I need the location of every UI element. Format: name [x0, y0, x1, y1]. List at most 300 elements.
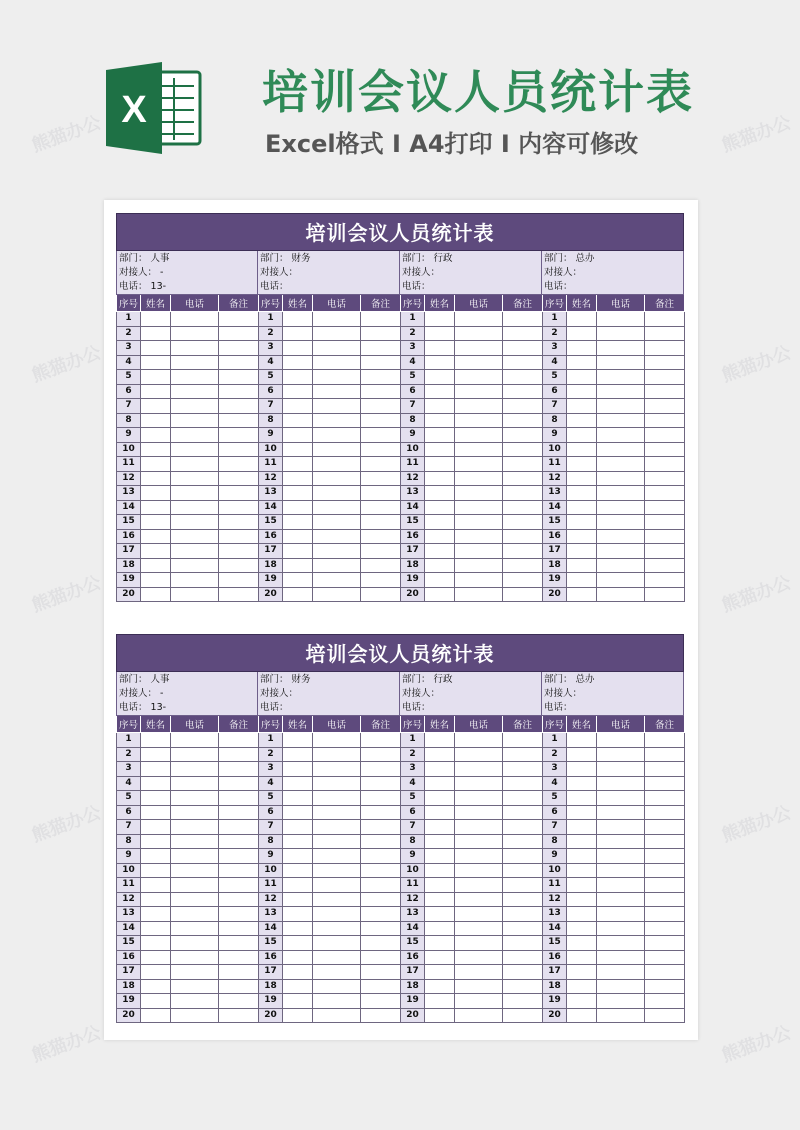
phone-cell[interactable]	[455, 747, 503, 762]
phone-cell[interactable]	[455, 965, 503, 980]
note-cell[interactable]	[219, 370, 259, 385]
note-cell[interactable]	[361, 457, 401, 472]
note-cell[interactable]	[361, 558, 401, 573]
note-cell[interactable]	[645, 776, 685, 791]
note-cell[interactable]	[361, 312, 401, 327]
name-cell[interactable]	[283, 936, 313, 951]
phone-cell[interactable]	[313, 950, 361, 965]
name-cell[interactable]	[283, 355, 313, 370]
phone-cell[interactable]	[597, 994, 645, 1009]
name-cell[interactable]	[567, 326, 597, 341]
phone-cell[interactable]	[313, 776, 361, 791]
note-cell[interactable]	[503, 457, 543, 472]
name-cell[interactable]	[141, 326, 171, 341]
phone-cell[interactable]	[313, 370, 361, 385]
name-cell[interactable]	[141, 892, 171, 907]
note-cell[interactable]	[361, 544, 401, 559]
note-cell[interactable]	[645, 805, 685, 820]
contact-label[interactable]: 对接人：	[402, 688, 441, 699]
phone-cell[interactable]	[313, 355, 361, 370]
phone-cell[interactable]	[455, 312, 503, 327]
phone-cell[interactable]	[313, 820, 361, 835]
name-cell[interactable]	[283, 776, 313, 791]
name-cell[interactable]	[567, 791, 597, 806]
department-label[interactable]: 部门： 人事	[119, 674, 170, 685]
name-cell[interactable]	[141, 312, 171, 327]
phone-cell[interactable]	[455, 355, 503, 370]
phone-cell[interactable]	[313, 936, 361, 951]
name-cell[interactable]	[141, 863, 171, 878]
note-cell[interactable]	[503, 1008, 543, 1023]
note-cell[interactable]	[219, 834, 259, 849]
phone-cell[interactable]	[597, 965, 645, 980]
note-cell[interactable]	[645, 587, 685, 602]
name-cell[interactable]	[283, 950, 313, 965]
note-cell[interactable]	[361, 413, 401, 428]
phone-cell[interactable]	[171, 762, 219, 777]
name-cell[interactable]	[141, 587, 171, 602]
phone-cell[interactable]	[171, 834, 219, 849]
note-cell[interactable]	[645, 312, 685, 327]
name-cell[interactable]	[567, 849, 597, 864]
note-cell[interactable]	[219, 965, 259, 980]
phone-cell[interactable]	[313, 892, 361, 907]
phone-cell[interactable]	[597, 529, 645, 544]
note-cell[interactable]	[645, 994, 685, 1009]
name-cell[interactable]	[141, 762, 171, 777]
note-cell[interactable]	[645, 573, 685, 588]
phone-cell[interactable]	[455, 820, 503, 835]
phone-cell[interactable]	[597, 820, 645, 835]
note-cell[interactable]	[361, 370, 401, 385]
name-cell[interactable]	[425, 341, 455, 356]
phone-cell[interactable]	[171, 471, 219, 486]
phone-cell[interactable]	[313, 994, 361, 1009]
name-cell[interactable]	[141, 384, 171, 399]
phone-cell[interactable]	[455, 994, 503, 1009]
name-cell[interactable]	[567, 587, 597, 602]
name-cell[interactable]	[283, 849, 313, 864]
name-cell[interactable]	[425, 733, 455, 748]
phone-cell[interactable]	[171, 921, 219, 936]
contact-label[interactable]: 对接人： -	[119, 267, 164, 278]
note-cell[interactable]	[645, 442, 685, 457]
phone-cell[interactable]	[171, 355, 219, 370]
name-cell[interactable]	[141, 805, 171, 820]
phone-label[interactable]: 电话：	[402, 702, 431, 713]
name-cell[interactable]	[283, 1008, 313, 1023]
name-cell[interactable]	[425, 399, 455, 414]
name-cell[interactable]	[141, 936, 171, 951]
phone-cell[interactable]	[455, 544, 503, 559]
phone-cell[interactable]	[597, 863, 645, 878]
name-cell[interactable]	[425, 965, 455, 980]
name-cell[interactable]	[283, 863, 313, 878]
name-cell[interactable]	[425, 979, 455, 994]
name-cell[interactable]	[283, 979, 313, 994]
name-cell[interactable]	[567, 1008, 597, 1023]
phone-cell[interactable]	[455, 1008, 503, 1023]
name-cell[interactable]	[141, 544, 171, 559]
phone-cell[interactable]	[171, 907, 219, 922]
name-cell[interactable]	[141, 442, 171, 457]
department-label[interactable]: 部门： 财务	[260, 253, 311, 264]
phone-cell[interactable]	[455, 399, 503, 414]
name-cell[interactable]	[425, 878, 455, 893]
name-cell[interactable]	[283, 558, 313, 573]
phone-cell[interactable]	[313, 965, 361, 980]
note-cell[interactable]	[361, 399, 401, 414]
name-cell[interactable]	[425, 312, 455, 327]
phone-cell[interactable]	[597, 805, 645, 820]
note-cell[interactable]	[503, 587, 543, 602]
note-cell[interactable]	[645, 834, 685, 849]
name-cell[interactable]	[567, 341, 597, 356]
phone-cell[interactable]	[455, 529, 503, 544]
phone-label[interactable]: 电话：	[260, 702, 289, 713]
phone-cell[interactable]	[171, 1008, 219, 1023]
phone-cell[interactable]	[313, 907, 361, 922]
name-cell[interactable]	[425, 994, 455, 1009]
note-cell[interactable]	[219, 849, 259, 864]
note-cell[interactable]	[645, 747, 685, 762]
note-cell[interactable]	[361, 907, 401, 922]
name-cell[interactable]	[141, 471, 171, 486]
note-cell[interactable]	[503, 936, 543, 951]
phone-cell[interactable]	[455, 384, 503, 399]
phone-cell[interactable]	[597, 907, 645, 922]
phone-cell[interactable]	[597, 776, 645, 791]
name-cell[interactable]	[567, 965, 597, 980]
name-cell[interactable]	[567, 747, 597, 762]
name-cell[interactable]	[425, 457, 455, 472]
note-cell[interactable]	[361, 1008, 401, 1023]
name-cell[interactable]	[141, 878, 171, 893]
note-cell[interactable]	[219, 486, 259, 501]
phone-cell[interactable]	[455, 849, 503, 864]
name-cell[interactable]	[283, 370, 313, 385]
phone-label[interactable]: 电话： 13-	[119, 281, 167, 292]
phone-cell[interactable]	[313, 457, 361, 472]
name-cell[interactable]	[425, 558, 455, 573]
phone-cell[interactable]	[597, 834, 645, 849]
name-cell[interactable]	[567, 442, 597, 457]
note-cell[interactable]	[645, 950, 685, 965]
phone-cell[interactable]	[597, 878, 645, 893]
note-cell[interactable]	[645, 370, 685, 385]
phone-cell[interactable]	[597, 936, 645, 951]
name-cell[interactable]	[567, 471, 597, 486]
name-cell[interactable]	[283, 457, 313, 472]
phone-label[interactable]: 电话： 13-	[119, 702, 167, 713]
name-cell[interactable]	[141, 979, 171, 994]
phone-cell[interactable]	[597, 950, 645, 965]
note-cell[interactable]	[361, 326, 401, 341]
name-cell[interactable]	[141, 428, 171, 443]
name-cell[interactable]	[567, 399, 597, 414]
name-cell[interactable]	[425, 544, 455, 559]
note-cell[interactable]	[503, 471, 543, 486]
phone-cell[interactable]	[455, 979, 503, 994]
note-cell[interactable]	[645, 1008, 685, 1023]
note-cell[interactable]	[503, 442, 543, 457]
name-cell[interactable]	[283, 573, 313, 588]
note-cell[interactable]	[503, 558, 543, 573]
phone-cell[interactable]	[313, 326, 361, 341]
note-cell[interactable]	[503, 341, 543, 356]
name-cell[interactable]	[283, 486, 313, 501]
phone-cell[interactable]	[171, 341, 219, 356]
phone-cell[interactable]	[171, 994, 219, 1009]
name-cell[interactable]	[425, 471, 455, 486]
note-cell[interactable]	[361, 587, 401, 602]
note-cell[interactable]	[503, 529, 543, 544]
note-cell[interactable]	[645, 762, 685, 777]
phone-cell[interactable]	[171, 500, 219, 515]
phone-cell[interactable]	[455, 558, 503, 573]
name-cell[interactable]	[283, 399, 313, 414]
name-cell[interactable]	[425, 907, 455, 922]
note-cell[interactable]	[503, 573, 543, 588]
note-cell[interactable]	[219, 733, 259, 748]
phone-cell[interactable]	[313, 471, 361, 486]
name-cell[interactable]	[283, 471, 313, 486]
note-cell[interactable]	[219, 471, 259, 486]
name-cell[interactable]	[141, 834, 171, 849]
name-cell[interactable]	[425, 486, 455, 501]
note-cell[interactable]	[219, 820, 259, 835]
name-cell[interactable]	[141, 907, 171, 922]
name-cell[interactable]	[283, 733, 313, 748]
note-cell[interactable]	[645, 820, 685, 835]
phone-cell[interactable]	[313, 878, 361, 893]
phone-cell[interactable]	[313, 399, 361, 414]
note-cell[interactable]	[503, 820, 543, 835]
phone-cell[interactable]	[455, 457, 503, 472]
phone-cell[interactable]	[171, 791, 219, 806]
note-cell[interactable]	[361, 863, 401, 878]
name-cell[interactable]	[283, 834, 313, 849]
phone-cell[interactable]	[313, 515, 361, 530]
name-cell[interactable]	[283, 326, 313, 341]
phone-label[interactable]: 电话：	[260, 281, 289, 292]
note-cell[interactable]	[361, 747, 401, 762]
note-cell[interactable]	[361, 892, 401, 907]
name-cell[interactable]	[567, 558, 597, 573]
name-cell[interactable]	[141, 486, 171, 501]
note-cell[interactable]	[645, 907, 685, 922]
phone-cell[interactable]	[171, 892, 219, 907]
phone-cell[interactable]	[171, 776, 219, 791]
name-cell[interactable]	[283, 921, 313, 936]
phone-cell[interactable]	[313, 573, 361, 588]
phone-cell[interactable]	[455, 428, 503, 443]
phone-cell[interactable]	[455, 791, 503, 806]
note-cell[interactable]	[219, 1008, 259, 1023]
note-cell[interactable]	[503, 486, 543, 501]
name-cell[interactable]	[141, 820, 171, 835]
note-cell[interactable]	[645, 921, 685, 936]
name-cell[interactable]	[567, 863, 597, 878]
name-cell[interactable]	[425, 500, 455, 515]
department-label[interactable]: 部门： 总办	[544, 253, 595, 264]
phone-cell[interactable]	[597, 341, 645, 356]
phone-cell[interactable]	[171, 820, 219, 835]
phone-cell[interactable]	[597, 544, 645, 559]
name-cell[interactable]	[141, 399, 171, 414]
phone-cell[interactable]	[597, 370, 645, 385]
name-cell[interactable]	[567, 936, 597, 951]
phone-cell[interactable]	[597, 355, 645, 370]
phone-cell[interactable]	[455, 776, 503, 791]
note-cell[interactable]	[219, 312, 259, 327]
name-cell[interactable]	[283, 994, 313, 1009]
name-cell[interactable]	[567, 413, 597, 428]
name-cell[interactable]	[141, 457, 171, 472]
name-cell[interactable]	[283, 587, 313, 602]
name-cell[interactable]	[425, 384, 455, 399]
name-cell[interactable]	[425, 355, 455, 370]
phone-cell[interactable]	[455, 863, 503, 878]
note-cell[interactable]	[219, 355, 259, 370]
phone-cell[interactable]	[171, 878, 219, 893]
note-cell[interactable]	[645, 413, 685, 428]
note-cell[interactable]	[645, 486, 685, 501]
name-cell[interactable]	[425, 370, 455, 385]
phone-cell[interactable]	[171, 384, 219, 399]
note-cell[interactable]	[361, 762, 401, 777]
name-cell[interactable]	[141, 791, 171, 806]
name-cell[interactable]	[425, 326, 455, 341]
phone-cell[interactable]	[313, 384, 361, 399]
phone-cell[interactable]	[597, 733, 645, 748]
note-cell[interactable]	[219, 442, 259, 457]
note-cell[interactable]	[219, 384, 259, 399]
name-cell[interactable]	[425, 747, 455, 762]
name-cell[interactable]	[283, 805, 313, 820]
phone-cell[interactable]	[313, 733, 361, 748]
name-cell[interactable]	[283, 878, 313, 893]
note-cell[interactable]	[219, 762, 259, 777]
note-cell[interactable]	[503, 544, 543, 559]
phone-cell[interactable]	[597, 1008, 645, 1023]
phone-cell[interactable]	[597, 849, 645, 864]
note-cell[interactable]	[503, 733, 543, 748]
name-cell[interactable]	[141, 994, 171, 1009]
name-cell[interactable]	[141, 776, 171, 791]
note-cell[interactable]	[361, 442, 401, 457]
note-cell[interactable]	[361, 834, 401, 849]
contact-label[interactable]: 对接人：	[402, 267, 441, 278]
name-cell[interactable]	[567, 544, 597, 559]
note-cell[interactable]	[219, 544, 259, 559]
phone-cell[interactable]	[455, 921, 503, 936]
phone-cell[interactable]	[171, 544, 219, 559]
name-cell[interactable]	[283, 747, 313, 762]
phone-cell[interactable]	[455, 442, 503, 457]
note-cell[interactable]	[503, 370, 543, 385]
name-cell[interactable]	[141, 515, 171, 530]
name-cell[interactable]	[141, 747, 171, 762]
name-cell[interactable]	[425, 776, 455, 791]
phone-cell[interactable]	[597, 413, 645, 428]
name-cell[interactable]	[567, 457, 597, 472]
phone-cell[interactable]	[313, 428, 361, 443]
note-cell[interactable]	[503, 950, 543, 965]
phone-cell[interactable]	[597, 471, 645, 486]
phone-cell[interactable]	[313, 747, 361, 762]
phone-cell[interactable]	[455, 500, 503, 515]
phone-cell[interactable]	[597, 892, 645, 907]
phone-cell[interactable]	[455, 878, 503, 893]
phone-cell[interactable]	[171, 747, 219, 762]
note-cell[interactable]	[219, 587, 259, 602]
name-cell[interactable]	[283, 413, 313, 428]
phone-cell[interactable]	[313, 500, 361, 515]
name-cell[interactable]	[283, 762, 313, 777]
phone-cell[interactable]	[171, 558, 219, 573]
phone-cell[interactable]	[455, 892, 503, 907]
name-cell[interactable]	[141, 573, 171, 588]
note-cell[interactable]	[503, 979, 543, 994]
phone-cell[interactable]	[455, 805, 503, 820]
note-cell[interactable]	[361, 994, 401, 1009]
note-cell[interactable]	[645, 326, 685, 341]
name-cell[interactable]	[567, 979, 597, 994]
phone-cell[interactable]	[313, 921, 361, 936]
department-label[interactable]: 部门： 财务	[260, 674, 311, 685]
name-cell[interactable]	[425, 428, 455, 443]
note-cell[interactable]	[645, 384, 685, 399]
name-cell[interactable]	[567, 907, 597, 922]
contact-label[interactable]: 对接人：	[260, 267, 299, 278]
name-cell[interactable]	[567, 486, 597, 501]
name-cell[interactable]	[425, 413, 455, 428]
note-cell[interactable]	[219, 921, 259, 936]
note-cell[interactable]	[219, 558, 259, 573]
name-cell[interactable]	[141, 1008, 171, 1023]
note-cell[interactable]	[361, 805, 401, 820]
note-cell[interactable]	[219, 907, 259, 922]
name-cell[interactable]	[567, 762, 597, 777]
phone-cell[interactable]	[171, 936, 219, 951]
name-cell[interactable]	[283, 791, 313, 806]
note-cell[interactable]	[361, 791, 401, 806]
name-cell[interactable]	[567, 878, 597, 893]
phone-cell[interactable]	[171, 370, 219, 385]
note-cell[interactable]	[361, 965, 401, 980]
note-cell[interactable]	[645, 399, 685, 414]
note-cell[interactable]	[503, 747, 543, 762]
note-cell[interactable]	[503, 965, 543, 980]
name-cell[interactable]	[283, 312, 313, 327]
phone-cell[interactable]	[171, 399, 219, 414]
note-cell[interactable]	[219, 791, 259, 806]
name-cell[interactable]	[141, 921, 171, 936]
name-cell[interactable]	[425, 820, 455, 835]
note-cell[interactable]	[503, 413, 543, 428]
department-label[interactable]: 部门： 人事	[119, 253, 170, 264]
note-cell[interactable]	[361, 384, 401, 399]
note-cell[interactable]	[361, 471, 401, 486]
name-cell[interactable]	[283, 500, 313, 515]
name-cell[interactable]	[283, 442, 313, 457]
contact-label[interactable]: 对接人：	[544, 267, 583, 278]
name-cell[interactable]	[567, 500, 597, 515]
name-cell[interactable]	[283, 341, 313, 356]
phone-cell[interactable]	[171, 515, 219, 530]
note-cell[interactable]	[645, 529, 685, 544]
